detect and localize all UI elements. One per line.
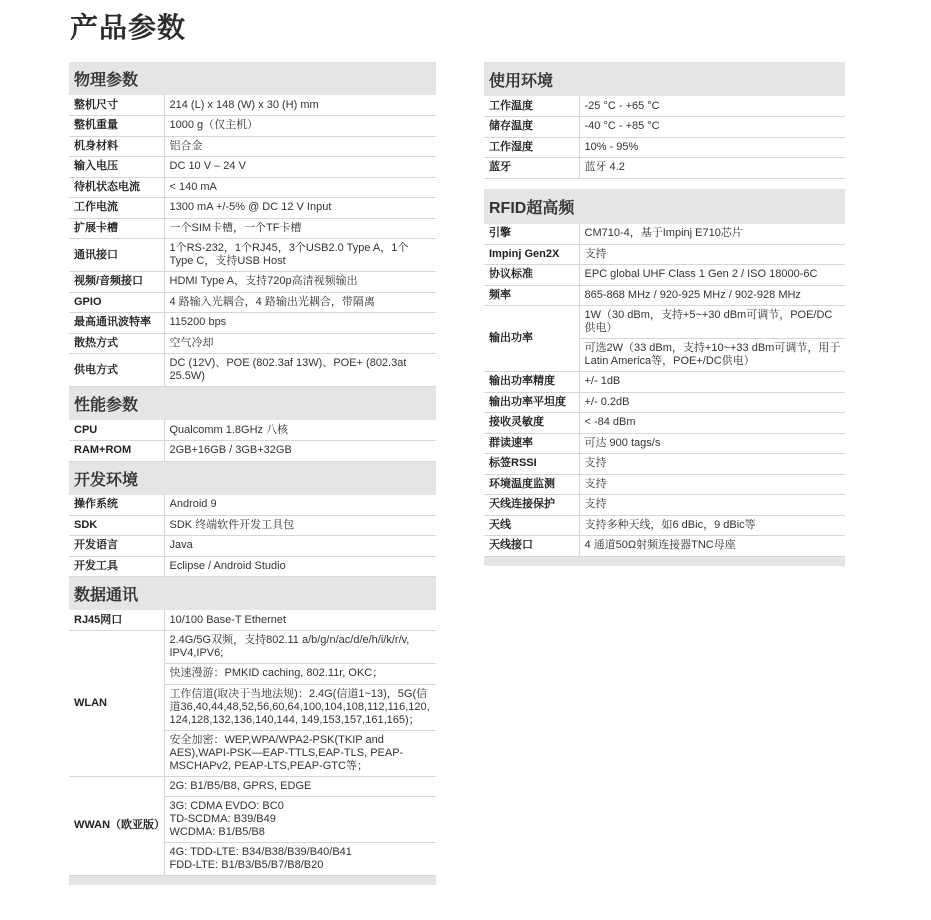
spec-row	[69, 239, 436, 272]
spec-label: 输出功率	[484, 306, 579, 372]
spec-label: 天线连接保护	[484, 495, 579, 516]
spec-value: +/- 1dB	[579, 372, 845, 393]
spec-row	[69, 495, 436, 516]
left-column	[69, 62, 436, 885]
spec-label: 扩展卡槽	[69, 218, 164, 239]
spec-label: 整机尺寸	[69, 95, 164, 116]
table-physical	[69, 95, 436, 387]
spec-row	[484, 96, 845, 117]
spec-label: RJ45网口	[69, 610, 164, 631]
section-title-rfid: RFID超高频	[484, 189, 845, 224]
spec-label: 群读速率	[484, 433, 579, 454]
spec-label: 标签RSSI	[484, 454, 579, 475]
spec-label: 蓝牙	[484, 158, 579, 179]
spec-value: 一个SIM卡槽，一个TF卡槽	[164, 218, 436, 239]
spec-value: 4 路输入光耦合，4 路输出光耦合，带隔离	[164, 292, 436, 313]
spec-label: 视频/音频接口	[69, 272, 164, 293]
right-column	[484, 62, 845, 566]
spec-label: 引擎	[484, 224, 579, 245]
spec-row	[484, 536, 845, 557]
spec-value: 安全加密：WEP,WPA/WPA2-PSK(TKIP and AES),WAPI-PSK—EAP-TTLS,EAP-TLS, PEAP-MSCHAPv2, PEAP-LTS,PEAP-GTC等；	[164, 730, 436, 776]
spec-value: 1300 mA +/-5% @ DC 12 V Input	[164, 198, 436, 219]
spec-label: 环境温度监测	[484, 474, 579, 495]
page-title: 产品参数	[70, 12, 187, 43]
spec-row	[69, 536, 436, 557]
spec-row	[484, 474, 845, 495]
spec-label: 整机重量	[69, 116, 164, 137]
spec-label: 输出功率精度	[484, 372, 579, 393]
spec-label: 通讯接口	[69, 239, 164, 272]
spec-row	[69, 292, 436, 313]
spec-label: GPIO	[69, 292, 164, 313]
spec-label: 工作湿度	[484, 137, 579, 158]
left-footer-bar	[69, 876, 436, 885]
spec-value: -40 °C - +85 °C	[579, 117, 845, 138]
right-footer-bar	[484, 557, 845, 566]
spec-label: 天线	[484, 515, 579, 536]
table-usage-env	[484, 96, 845, 179]
spec-label: 开发语言	[69, 536, 164, 557]
spec-label: 频率	[484, 285, 579, 306]
spec-row	[484, 265, 845, 286]
section-title-data-comm: 数据通讯	[69, 577, 436, 610]
spec-label: 散热方式	[69, 333, 164, 354]
spec-row	[484, 433, 845, 454]
spec-label: 机身材料	[69, 136, 164, 157]
spec-label: 接收灵敏度	[484, 413, 579, 434]
spec-value: 快速漫游：PMKID caching, 802.11r, OKC；	[164, 664, 436, 685]
spec-label: RAM+ROM	[69, 441, 164, 462]
table-data-comm	[69, 610, 436, 876]
spec-row	[484, 515, 845, 536]
spec-row	[69, 116, 436, 137]
spec-value: SDK 终端软件开发工具包	[164, 515, 436, 536]
spec-label: 开发工具	[69, 556, 164, 577]
table-dev-env	[69, 495, 436, 578]
spec-value: DC 10 V – 24 V	[164, 157, 436, 178]
spec-value: 2GB+16GB / 3GB+32GB	[164, 441, 436, 462]
spec-row	[69, 95, 436, 116]
spec-value: 可达 900 tags/s	[579, 433, 845, 454]
spec-value: -25 °C - +65 °C	[579, 96, 845, 117]
spec-label: CPU	[69, 420, 164, 441]
spec-row	[69, 313, 436, 334]
spec-row	[484, 224, 845, 245]
spec-value: 支持	[579, 244, 845, 265]
spec-row	[484, 117, 845, 138]
spec-row	[69, 218, 436, 239]
spec-label: 工作电流	[69, 198, 164, 219]
spec-value: 865-868 MHz / 920-925 MHz / 902-928 MHz	[579, 285, 845, 306]
section-title-dev-env: 开发环境	[69, 462, 436, 495]
spec-value: 2.4G/5G双频，支持802.11 a/b/g/n/ac/d/e/h/i/k/r/v, IPV4,IPV6;	[164, 631, 436, 664]
spec-row	[69, 420, 436, 441]
spec-value: Android 9	[164, 495, 436, 516]
spec-value: 3G: CDMA EVDO: BC0 TD-SCDMA: B39/B49 WCDMA: B1/B5/B8	[164, 797, 436, 843]
spec-value: EPC global UHF Class 1 Gen 2 / ISO 18000-6C	[579, 265, 845, 286]
table-rfid	[484, 224, 845, 557]
spec-value: CM710-4，基于Impinj E710芯片	[579, 224, 845, 245]
spec-row	[484, 454, 845, 475]
spec-value: +/- 0.2dB	[579, 392, 845, 413]
spec-label: 最高通讯波特率	[69, 313, 164, 334]
spec-value: 1个RS-232，1个RJ45，3个USB2.0 Type A，1个Type C，支持USB Host	[164, 239, 436, 272]
spec-row	[484, 137, 845, 158]
spec-label: WWAN（欧亚版）	[69, 776, 164, 876]
section-title-performance: 性能参数	[69, 387, 436, 420]
spec-value: Eclipse / Android Studio	[164, 556, 436, 577]
spec-row	[69, 556, 436, 577]
spec-label: 操作系统	[69, 495, 164, 516]
spec-value: < -84 dBm	[579, 413, 845, 434]
spec-value: HDMI Type A，支持720p高清视频输出	[164, 272, 436, 293]
spec-row	[69, 441, 436, 462]
spec-label: Impinj Gen2X	[484, 244, 579, 265]
spec-value: 4 通道50Ω射频连接器TNC母座	[579, 536, 845, 557]
spec-label: WLAN	[69, 631, 164, 777]
spec-value: 铝合金	[164, 136, 436, 157]
spec-value: 115200 bps	[164, 313, 436, 334]
spec-value: 10% - 95%	[579, 137, 845, 158]
spec-row	[484, 413, 845, 434]
spec-row	[484, 306, 845, 339]
spec-row	[69, 136, 436, 157]
spec-row	[69, 333, 436, 354]
spec-row	[69, 631, 436, 664]
spec-label: 储存温度	[484, 117, 579, 138]
spec-row	[484, 392, 845, 413]
spec-row	[69, 354, 436, 387]
spec-value: 空气冷却	[164, 333, 436, 354]
spec-row	[69, 198, 436, 219]
spec-label: 协议标准	[484, 265, 579, 286]
table-performance	[69, 420, 436, 462]
spec-value: 支持多种天线，如6 dBic，9 dBic等	[579, 515, 845, 536]
spec-value: 1000 g（仅主机）	[164, 116, 436, 137]
spec-value: Java	[164, 536, 436, 557]
spec-label: 天线接口	[484, 536, 579, 557]
spec-value: 支持	[579, 495, 845, 516]
spec-value: 1W（30 dBm，支持+5~+30 dBm可调节，POE/DC供电）	[579, 306, 845, 339]
spec-label: SDK	[69, 515, 164, 536]
spec-label: 工作温度	[484, 96, 579, 117]
spec-row	[69, 610, 436, 631]
section-title-usage-env: 使用环境	[484, 62, 845, 96]
spec-row	[484, 158, 845, 179]
spec-value: 可选2W（33 dBm，支持+10~+33 dBm可调节，用于Latin America等，POE+/DC供电）	[579, 339, 845, 372]
spec-value: 214 (L) x 148 (W) x 30 (H) mm	[164, 95, 436, 116]
spec-label: 输出功率平坦度	[484, 392, 579, 413]
spec-value: < 140 mA	[164, 177, 436, 198]
spec-value: 10/100 Base-T Ethernet	[164, 610, 436, 631]
spec-row	[484, 495, 845, 516]
section-title-physical: 物理参数	[69, 62, 436, 95]
spec-value: Qualcomm 1.8GHz 八核	[164, 420, 436, 441]
spec-value: 支持	[579, 454, 845, 475]
spec-row	[484, 244, 845, 265]
spec-row	[484, 372, 845, 393]
spec-value: 4G: TDD-LTE: B34/B38/B39/B40/B41 FDD-LTE: B1/B3/B5/B7/B8/B20	[164, 843, 436, 876]
spec-label: 输入电压	[69, 157, 164, 178]
spec-row	[69, 515, 436, 536]
spec-row	[69, 177, 436, 198]
spec-value: 2G: B1/B5/B8, GPRS, EDGE	[164, 776, 436, 797]
spec-row	[69, 272, 436, 293]
spec-value: 支持	[579, 474, 845, 495]
spec-row	[484, 285, 845, 306]
spec-row	[69, 157, 436, 178]
spec-row	[69, 776, 436, 797]
spec-value: 蓝牙 4.2	[579, 158, 845, 179]
spec-label: 待机状态电流	[69, 177, 164, 198]
spec-label: 供电方式	[69, 354, 164, 387]
spec-value: 工作信道(取决于当地法规)：2.4G(信道1~13)，5G(信道36,40,44,48,52,56,60,64,100,104,108,112,116,120, 124,128,132,136,140,144, 149,153,157,161,165)；	[164, 684, 436, 730]
spec-value: DC (12V)、POE (802.3af 13W)、POE+ (802.3at 25.5W)	[164, 354, 436, 387]
